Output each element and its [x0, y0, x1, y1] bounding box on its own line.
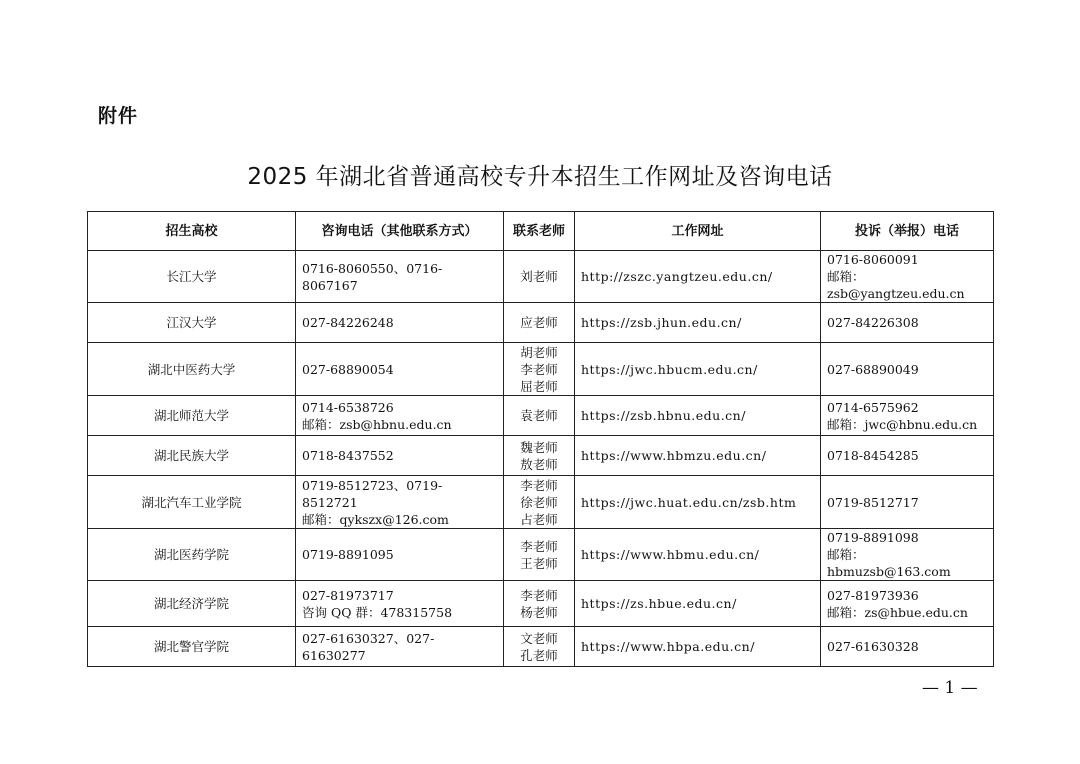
complaint-line: 027-68890049 [827, 361, 919, 377]
teacher-name: 应老师 [520, 315, 558, 330]
teacher-cell [504, 529, 575, 581]
complaint-line: 0714-6575962 [827, 399, 919, 415]
attachment-label: 附件 [98, 105, 139, 127]
teacher-name: 刘老师 [520, 269, 558, 284]
complaint-line: 邮箱：hbmuzsb@163.com [827, 547, 951, 579]
phone-cell [296, 343, 504, 396]
document-title: 2025 年湖北省普通高校专升本招生工作网址及咨询电话 [247, 164, 833, 190]
teacher-cell [504, 581, 575, 627]
complaint-line: 027-84226308 [827, 315, 919, 330]
phone-line: 0714-6538726 [302, 399, 394, 415]
teacher-cell [504, 303, 575, 343]
url-link[interactable]: http://zszc.yangtzeu.edu.cn/ [575, 251, 821, 303]
teacher-name: 徐老师 [520, 494, 558, 510]
teacher-name: 胡老师 [520, 344, 558, 360]
teacher-name: 孔老师 [520, 647, 558, 663]
url-link[interactable]: https://jwc.hbucm.edu.cn/ [575, 343, 821, 396]
phone-cell [296, 627, 504, 667]
teacher-name: 魏老师 [520, 439, 558, 455]
header-teacher: 联系老师 [504, 212, 575, 251]
phone-cell [296, 303, 504, 343]
phone-line: 0718-8437552 [302, 448, 394, 463]
table-row [88, 627, 994, 667]
teacher-name: 文老师 [520, 630, 558, 646]
teacher-name: 李老师 [520, 477, 558, 493]
complaint-line: 0719-8891098 [827, 530, 919, 545]
teacher-name: 李老师 [520, 538, 558, 554]
complaint-cell [821, 529, 994, 581]
table-row [88, 436, 994, 476]
header-school: 招生高校 [88, 212, 296, 251]
complaint-cell [821, 436, 994, 476]
complaint-cell [821, 396, 994, 436]
teacher-name: 屈老师 [520, 378, 558, 394]
phone-cell [296, 476, 504, 529]
header-phone: 咨询电话（其他联系方式） [296, 212, 504, 251]
complaint-line: 邮箱：jwc@hbnu.edu.cn [827, 416, 978, 432]
complaint-line: 0716-8060091 [827, 252, 919, 267]
complaint-line: 0719-8512717 [827, 494, 919, 510]
url-link[interactable]: https://zsb.hbnu.edu.cn/ [575, 396, 821, 436]
teacher-name: 敖老师 [520, 456, 558, 472]
table-row [88, 529, 994, 581]
table-row [88, 476, 994, 529]
url-link[interactable]: https://www.hbmu.edu.cn/ [575, 529, 821, 581]
complaint-cell [821, 627, 994, 667]
teacher-cell [504, 476, 575, 529]
complaint-cell [821, 251, 994, 303]
url-link[interactable]: https://jwc.huat.edu.cn/zsb.htm [575, 476, 821, 529]
url-link[interactable]: https://www.hbpa.edu.cn/ [575, 627, 821, 667]
complaint-cell [821, 476, 994, 529]
complaint-cell [821, 343, 994, 396]
phone-line: 0719-8891095 [302, 547, 394, 562]
phone-line: 邮箱：qykszx@126.com [302, 511, 449, 527]
phone-cell [296, 529, 504, 581]
complaint-line: 027-61630328 [827, 639, 919, 654]
teacher-name: 王老师 [520, 555, 558, 571]
phone-cell [296, 251, 504, 303]
header-complaint: 投诉（举报）电话 [821, 212, 994, 251]
phone-line: 027-81973717 [302, 587, 394, 603]
phone-line: 027-84226248 [302, 315, 394, 330]
url-link[interactable]: https://zs.hbue.edu.cn/ [575, 581, 821, 627]
phone-line: 0716-8060550、0716-8067167 [302, 260, 443, 293]
complaint-line: 027-81973936 [827, 587, 919, 603]
admissions-table [87, 211, 994, 667]
phone-line: 027-68890054 [302, 361, 394, 377]
table-row [88, 343, 994, 396]
school-name: 长江大学 [88, 251, 296, 303]
table-header-row [88, 212, 994, 251]
complaint-line: 邮箱：zsb@yangtzeu.edu.cn [827, 269, 965, 301]
teacher-name: 李老师 [520, 361, 558, 377]
phone-cell [296, 581, 504, 627]
school-name: 湖北汽车工业学院 [88, 476, 296, 529]
phone-line: 邮箱：zsb@hbnu.edu.cn [302, 416, 452, 432]
teacher-cell [504, 251, 575, 303]
phone-line: 027-61630327、027-61630277 [302, 630, 435, 663]
phone-line: 0719-8512723、0719-8512721 [302, 477, 443, 510]
complaint-line: 邮箱：zs@hbue.edu.cn [827, 604, 968, 620]
table-row [88, 303, 994, 343]
school-name: 湖北民族大学 [88, 436, 296, 476]
table-row [88, 251, 994, 303]
complaint-cell [821, 581, 994, 627]
table-row [88, 396, 994, 436]
school-name: 湖北医药学院 [88, 529, 296, 581]
page-number: — 1 — [922, 678, 978, 698]
teacher-cell [504, 627, 575, 667]
teacher-name: 李老师 [520, 587, 558, 603]
school-name: 江汉大学 [88, 303, 296, 343]
school-name: 湖北师范大学 [88, 396, 296, 436]
teacher-name: 袁老师 [520, 408, 558, 423]
url-link[interactable]: https://zsb.jhun.edu.cn/ [575, 303, 821, 343]
school-name: 湖北中医药大学 [88, 343, 296, 396]
teacher-name: 占老师 [520, 511, 558, 527]
header-url: 工作网址 [575, 212, 821, 251]
table-row [88, 581, 994, 627]
url-link[interactable]: https://www.hbmzu.edu.cn/ [575, 436, 821, 476]
teacher-name: 杨老师 [520, 604, 558, 620]
teacher-cell [504, 343, 575, 396]
school-name: 湖北警官学院 [88, 627, 296, 667]
complaint-line: 0718-8454285 [827, 448, 919, 463]
phone-line: 咨询 QQ 群：478315758 [302, 604, 453, 620]
phone-cell [296, 396, 504, 436]
phone-cell [296, 436, 504, 476]
teacher-cell [504, 436, 575, 476]
teacher-cell [504, 396, 575, 436]
complaint-cell [821, 303, 994, 343]
school-name: 湖北经济学院 [88, 581, 296, 627]
